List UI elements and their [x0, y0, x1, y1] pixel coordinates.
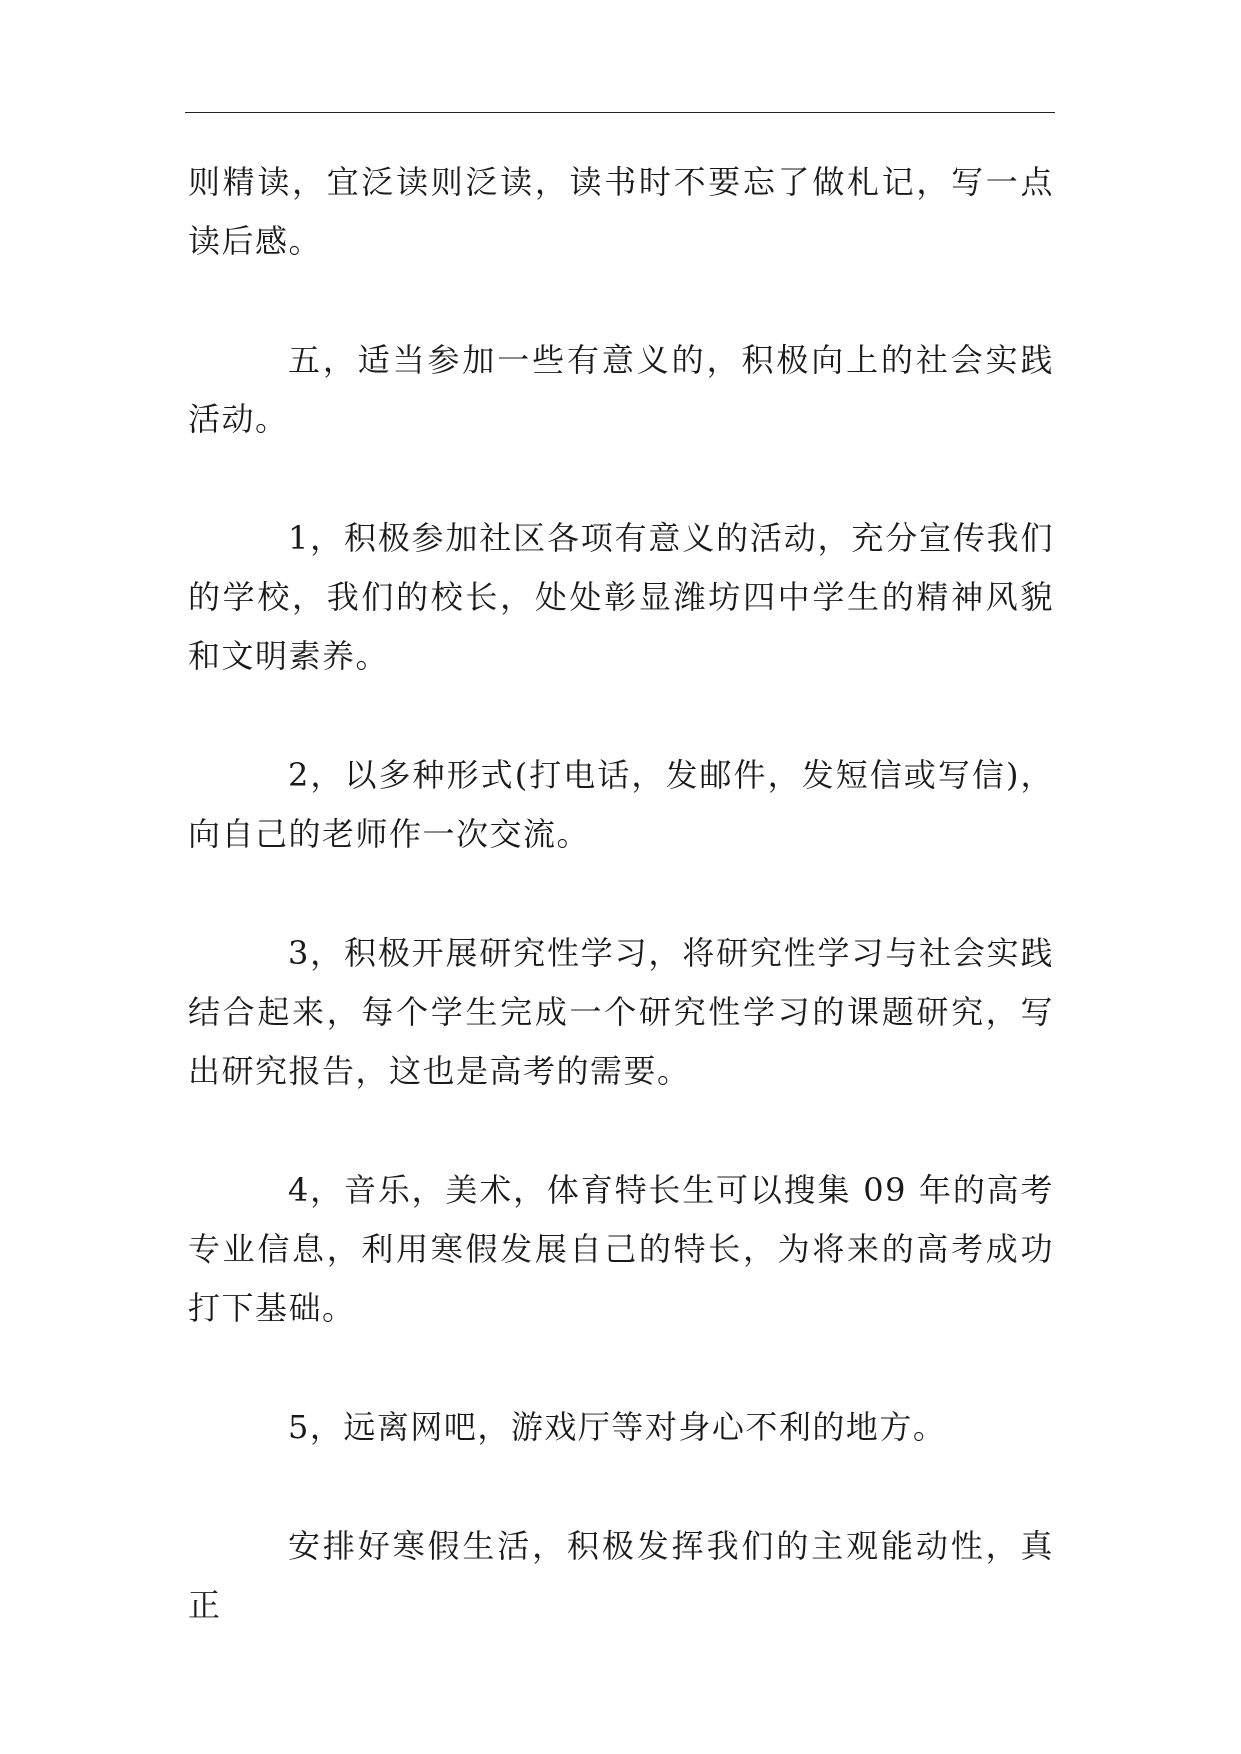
- document-body: [188, 153, 1054, 1695]
- header-rule: [185, 112, 1055, 113]
- paragraph-item-2: 2，以多种形式(打电话，发邮件，发短信或写信)，向自己的老师作一次交流。: [188, 756, 1054, 853]
- paragraph-item-4: 4，音乐，美术，体育特长生可以搜集 09 年的高考专业信息，利用寒假发展自己的特长，为将来的高考成功打下基础。: [188, 1171, 1054, 1327]
- paragraph-item-5: 5，远离网吧，游戏厅等对身心不利的地方。: [288, 1408, 947, 1446]
- paragraph-section-five: 五，适当参加一些有意义的，积极向上的社会实践活动。: [188, 341, 1054, 438]
- paragraph-item-3: 3，积极开展研究性学习，将研究性学习与社会实践结合起来，每个学生完成一个研究性学习的课题研究，写出研究报告，这也是高考的需要。: [188, 934, 1054, 1090]
- paragraph-closing: 安排好寒假生活，积极发挥我们的主观能动性，真正: [188, 1527, 1054, 1624]
- paragraph-continuation: 则精读，宜泛读则泛读，读书时不要忘了做札记，写一点读后感。: [188, 163, 1054, 260]
- paragraph-item-1: 1，积极参加社区各项有意义的活动，充分宣传我们的学校，我们的校长，处处彰显潍坊四中学生的精神风貌和文明素养。: [188, 519, 1054, 675]
